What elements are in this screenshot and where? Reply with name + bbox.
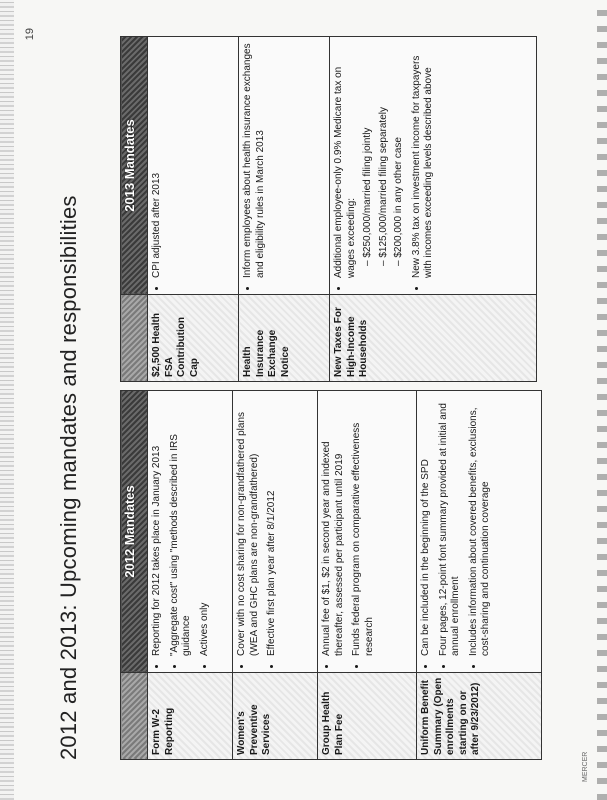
footer-mark: MERCER [582, 751, 589, 782]
sub-list [362, 43, 406, 278]
row-label: Health Insurance Exchange Notice [239, 295, 330, 382]
list-item: • Actives only [199, 397, 212, 656]
table-row [233, 391, 318, 760]
label-header [121, 295, 148, 382]
table-row [148, 37, 239, 382]
list-item: • CPI adjusted after 2013 [151, 43, 164, 278]
mandates-2012-header: 2012 Mandates [121, 391, 148, 673]
sub-list-item: – $250,000/married filing jointly [362, 43, 375, 266]
table-row [148, 391, 233, 760]
mandates-2013-table [120, 36, 537, 382]
list-item: • Inform employees about health insurance exchanges and eligibility rules in March 2013 [242, 43, 267, 278]
list-item: • New 3.8% tax on investment income for taxpayers with incomes exceeding levels described above [411, 43, 436, 278]
list-item: • "Aggregate cost" using "methods described in IRS guidance [169, 397, 194, 656]
row-label: Women's Preventive Services [233, 673, 318, 760]
scan-bottom-edge [597, 0, 607, 800]
table-row [417, 391, 542, 760]
list-item [333, 43, 406, 278]
sub-list-item: – $200,000 in any other case [393, 43, 406, 266]
row-content [148, 37, 239, 295]
list-item: • Reporting for 2012 takes place in January 2013 [151, 397, 164, 656]
list-item: • Effective first plan year after 8/1/2012 [266, 397, 279, 656]
page-number: 19 [24, 28, 36, 41]
row-label: $2,500 Health FSA Contribution Cap [148, 295, 239, 382]
row-label: New Taxes For High-Income Households [330, 295, 537, 382]
row-content [330, 37, 537, 295]
row-content [148, 391, 233, 673]
table-row [330, 37, 537, 382]
list-item: • Four pages, 12-point font summary provided at initial and annual enrollment [438, 397, 463, 656]
list-item: • Includes information about covered benefits, exclusions, cost-sharing and continuation coverage [468, 397, 493, 656]
table-row [239, 37, 330, 382]
mandates-2012-table [120, 390, 542, 760]
mandates-2013-header: 2013 Mandates [121, 37, 148, 295]
list-item: • Cover with no cost sharing for non-grandfathered plans (WEA and GHC plans are non-grandfathered) [236, 397, 261, 656]
sub-list-item: – $125,000/married filing separately [378, 43, 391, 266]
list-item: • Funds federal program on comparative effectiveness research [351, 397, 376, 656]
row-label: Uniform Benefit Summary (Open enrollments starting on or after 9/23/2012) [417, 673, 542, 760]
row-label: Form W-2 Reporting [148, 673, 233, 760]
row-content [239, 37, 330, 295]
label-header [121, 673, 148, 760]
row-content [233, 391, 318, 673]
list-item: • Annual fee of $1, $2 in second year and indexed thereafter, assessed per participant until 2019 [321, 397, 346, 656]
list-item-text: Additional employee-only 0.9% Medicare tax on wages exceeding: [333, 66, 357, 278]
list-item: • Can be included in the beginning of the SPD [420, 397, 433, 656]
table-row [318, 391, 417, 760]
scan-edge [0, 0, 14, 800]
row-label: Group Health Plan Fee [318, 673, 417, 760]
row-content [417, 391, 542, 673]
row-content [318, 391, 417, 673]
page-title: 2012 and 2013: Upcoming mandates and responsibilities [56, 195, 81, 760]
